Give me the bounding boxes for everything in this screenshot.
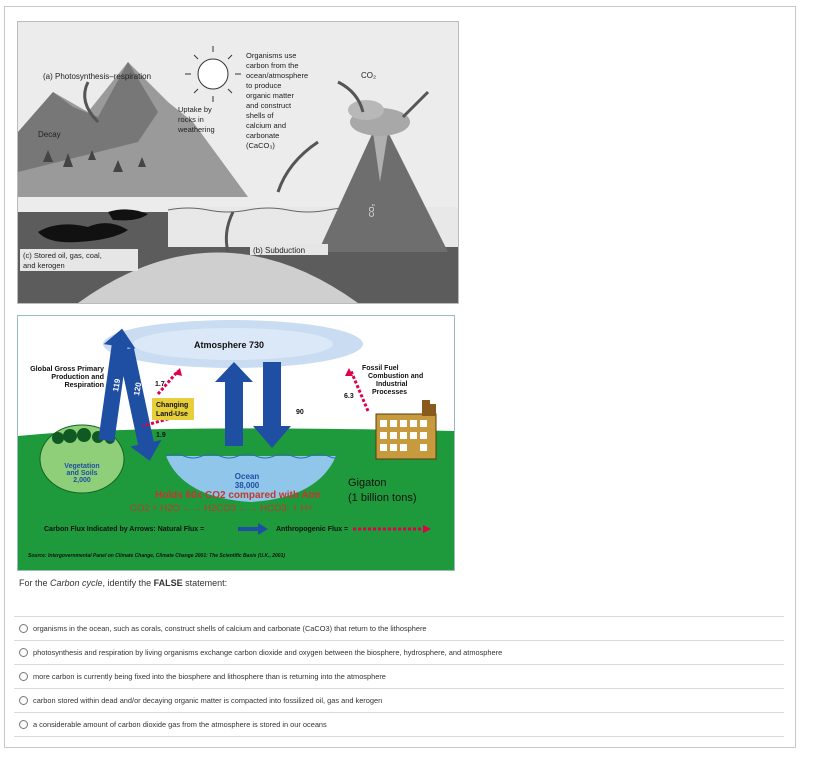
atmosphere-label: Atmosphere 730 (194, 340, 265, 350)
svg-text:carbon from the: carbon from the (246, 61, 299, 70)
radio-button[interactable] (19, 648, 28, 657)
holds-note: Holds 60x CO2 compared with Atm (155, 490, 321, 501)
svg-text:(CaCO₃): (CaCO₃) (246, 141, 275, 150)
flux-6-3: 6.3 (344, 393, 354, 400)
option-label: organisms in the ocean, such as corals, construct shells of calcium and carbonate (CaCO3) that return to the lithosphere (33, 624, 427, 633)
svg-text:Respiration: Respiration (64, 380, 104, 389)
flux-120: 120 (132, 381, 144, 397)
svg-text:shells of: shells of (246, 111, 274, 120)
svg-text:organic matter: organic matter (246, 91, 294, 100)
option-label: photosynthesis and respiration by living organisms exchange carbon dioxide and oxygen between the biosphere, hydrosphere, and atmosphere (33, 648, 503, 657)
label-photosynthesis: (a) Photosynthesis–respiration (43, 72, 152, 81)
gigaton-definition: (1 billion tons) (348, 492, 417, 504)
option-1[interactable] (14, 616, 784, 640)
option-label: a considerable amount of carbon dioxide gas from the atmosphere is stored in our oceans (33, 720, 327, 729)
option-4[interactable] (14, 688, 784, 712)
svg-text:ocean/atmosphere: ocean/atmosphere (246, 71, 309, 80)
option-label: more carbon is currently being fixed into the biosphere and lithosphere than is returning into the atmosphere (33, 672, 386, 681)
radio-button[interactable] (19, 720, 28, 729)
uptake-line-3: weathering (178, 125, 215, 134)
svg-text:Combustion and: Combustion and (368, 373, 424, 380)
svg-text:38,000: 38,000 (234, 481, 260, 490)
question-false-keyword: FALSE (153, 578, 183, 588)
ocean-label (235, 472, 260, 490)
svg-text:Vegetation: Vegetation (64, 463, 100, 470)
radio-button[interactable] (19, 696, 28, 705)
label-co2-top: CO₂ (361, 71, 377, 80)
radio-button[interactable] (19, 624, 28, 633)
svg-text:Fossil Fuel: Fossil Fuel (362, 365, 399, 372)
legend-natural: Carbon Flux Indicated by Arrows: Natural Flux = (44, 526, 205, 533)
option-2[interactable] (14, 640, 784, 664)
carbonate-equation: CO2 + H2O ←→ H2CO3 ←→ HCO3- + H+ (130, 503, 313, 514)
svg-text:Ocean: Ocean (234, 472, 260, 481)
carbon-flux-diagram (17, 315, 455, 571)
source-caption: Source: Intergovernmental Panel on Climate Change, Climate Change 2001: The Scientific Basis (U.K., 2001) (28, 553, 286, 559)
svg-text:Organisms use: Organisms use (246, 51, 297, 60)
radio-button[interactable] (19, 672, 28, 681)
label-stored-1: (c) Stored oil, gas, coal, (23, 251, 102, 260)
option-5[interactable] (14, 712, 784, 737)
svg-text:to produce: to produce (246, 81, 282, 90)
changing-line-2: Land-Use (156, 411, 188, 418)
option-label: carbon stored within dead and/or decaying organic matter is compacted into fossilized oil, gas and kerogen (33, 696, 383, 705)
question-prompt: For the Carbon cycle, identify the FALSE statement: (19, 578, 228, 588)
label-co2-volcano: CO₂ (369, 203, 376, 217)
flux-90: 90 (296, 409, 304, 416)
label-subduction: (b) Subduction (253, 246, 306, 255)
svg-text:Global Gross Primary: Global Gross Primary (30, 364, 104, 373)
flux-1-9: 1.9 (156, 432, 166, 439)
option-3[interactable] (14, 664, 784, 688)
svg-text:Production and: Production and (51, 372, 104, 381)
gigaton-label: Gigaton (348, 477, 387, 489)
uptake-line-1: Uptake by (178, 105, 212, 114)
legend-anthropogenic: Anthropogenic Flux = (276, 526, 349, 533)
answer-options (14, 616, 784, 737)
svg-text:calcium and: calcium and (246, 121, 287, 130)
svg-text:Processes: Processes (372, 389, 408, 396)
flux-119: 119 (111, 378, 123, 393)
carbon-cycle-illustration (17, 21, 459, 304)
svg-text:Industrial: Industrial (376, 381, 408, 388)
svg-text:carbonate: carbonate (246, 131, 280, 140)
label-stored-2: and kerogen (23, 261, 65, 270)
changing-line-1: Changing (156, 402, 189, 409)
uptake-line-2: rocks in (178, 115, 204, 124)
svg-text:and construct: and construct (246, 101, 292, 110)
flux-1-7: 1.7 (155, 381, 165, 388)
svg-text:2,000: 2,000 (73, 477, 91, 484)
question-topic: Carbon cycle (50, 578, 103, 588)
svg-text:and Soils: and Soils (66, 470, 98, 477)
label-decay: Decay (38, 130, 61, 139)
flux-88: 88 (246, 407, 254, 414)
